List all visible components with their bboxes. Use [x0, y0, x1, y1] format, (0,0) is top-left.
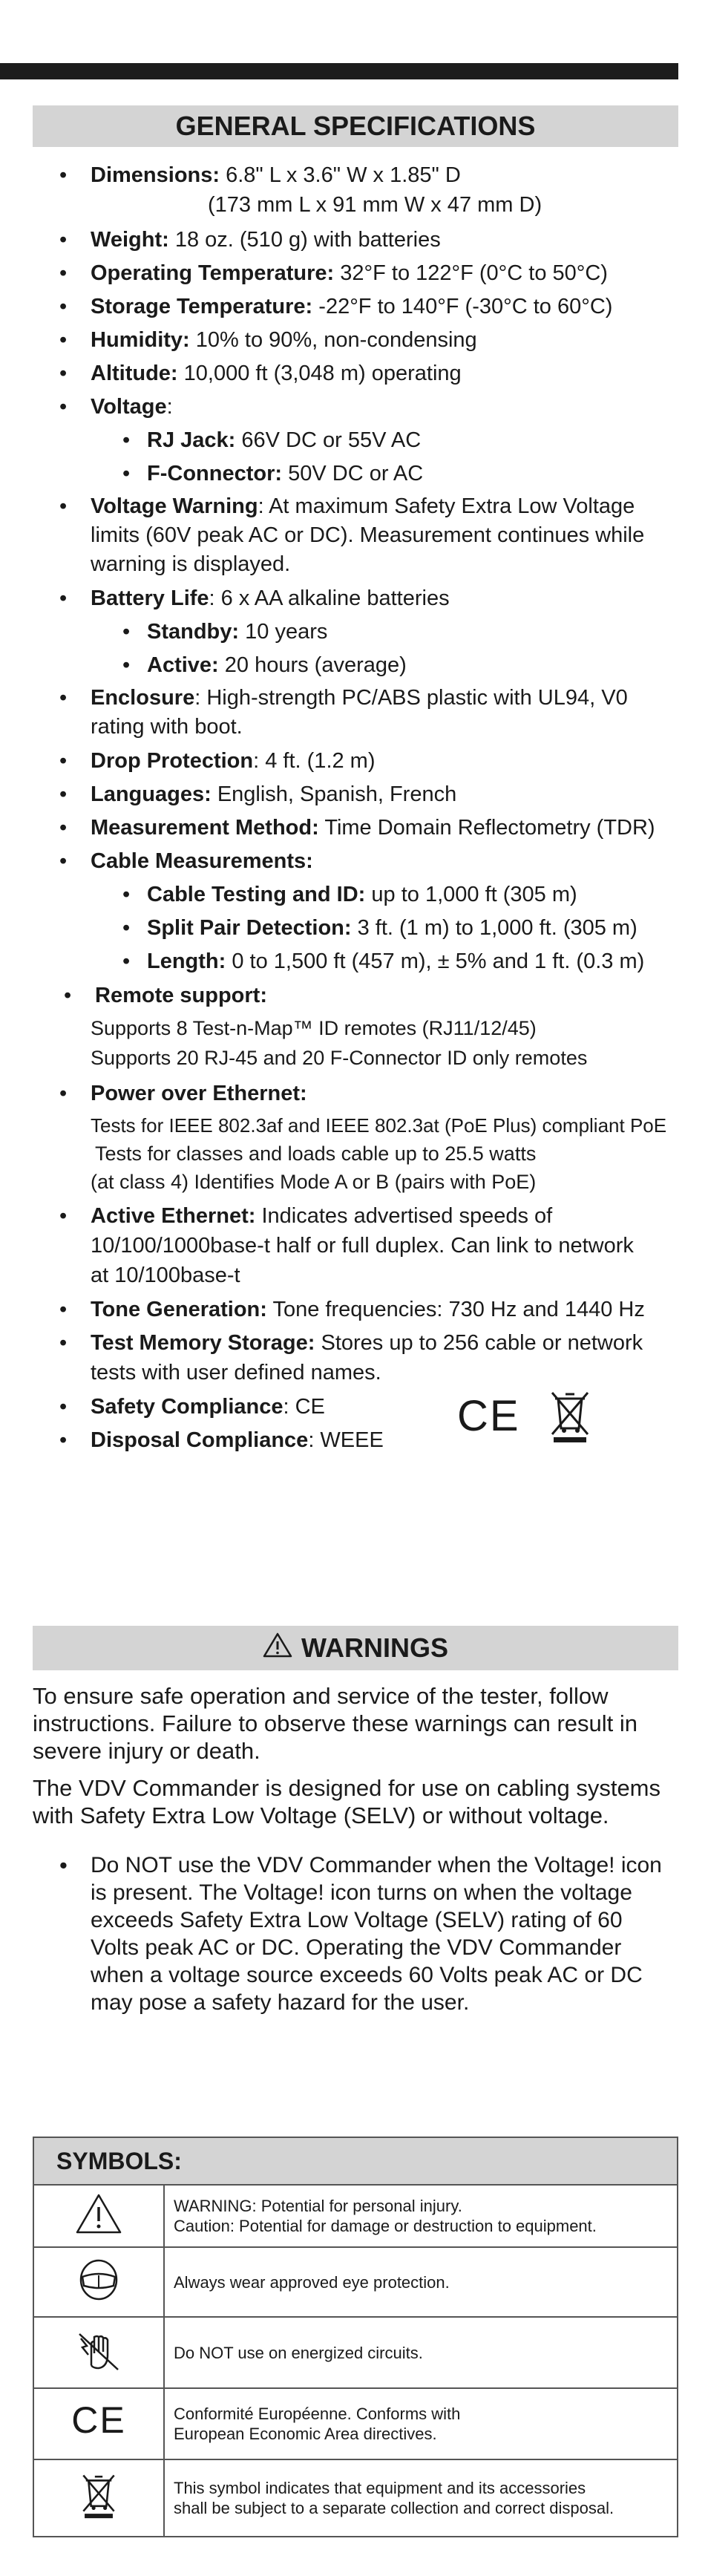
spec-value: 20 hours (average): [224, 653, 407, 677]
spec-value: 66V DC or 55V AC: [241, 428, 422, 452]
weee-bin-icon: [548, 1390, 592, 1443]
spec-label: Battery Life: [91, 586, 209, 610]
spec-value: up to 1,000 ft (305 m): [371, 883, 577, 906]
spec-label: Cable Measurements:: [91, 849, 313, 873]
spec-label: Drop Protection: [91, 749, 254, 773]
spec-label: Operating Temperature:: [91, 261, 335, 285]
symbol-description: Do NOT use on energized circuits.: [164, 2317, 678, 2388]
spec-label: Dimensions:: [91, 163, 220, 187]
spec-value: 6.8" L x 3.6" W x 1.85" D: [226, 163, 461, 187]
symbol-description: Always wear approved eye protection.: [164, 2247, 678, 2317]
spec-value: 10,000 ft (3,048 m) operating: [183, 362, 462, 385]
ce-mark-icon: CE: [457, 1392, 520, 1440]
symbol-description: Conformité Européenne. Conforms with European Economic Area directives.: [164, 2388, 678, 2459]
spec-value: English, Spanish, French: [217, 782, 457, 806]
symbols-table: [33, 2137, 678, 2537]
spec-label: Altitude:: [91, 362, 178, 385]
warnings-intro: To ensure safe operation and service of the tester, follow instructions. Failure to observe these warnings can result in severe injury or death.: [33, 1683, 638, 1764]
warning-triangle-icon: [33, 2185, 164, 2247]
table-row: [33, 2185, 678, 2247]
spec-label: Humidity:: [91, 328, 190, 352]
warning-triangle-icon: [263, 1632, 292, 1664]
spec-poe-line1: Tests for IEEE 802.3af and IEEE 802.3at (PoE Plus) compliant PoE: [91, 1114, 667, 1137]
spec-value: : 4 ft. (1.2 m): [253, 749, 376, 773]
spec-label: Languages:: [91, 782, 212, 806]
spec-value: : WEEE: [308, 1428, 384, 1452]
spec-value: -22°F to 140°F (-30°C to 60°C): [318, 295, 613, 318]
spec-label: Voltage: [91, 395, 167, 419]
spec-value: : 6 x AA alkaline batteries: [209, 586, 450, 610]
spec-value: 18 oz. (510 g) with batteries: [174, 228, 441, 252]
spec-label: Standby:: [147, 620, 240, 644]
spec-label: Enclosure: [91, 686, 195, 710]
spec-value: : High-strength PC/ABS plastic with UL94, V0: [194, 686, 628, 710]
spec-value: 32°F to 122°F (0°C to 50°C): [340, 261, 608, 285]
spec-value: Time Domain Reflectometry (TDR): [324, 816, 655, 840]
table-row: [33, 2388, 678, 2459]
spec-test-memory-line2: tests with user defined names.: [91, 1361, 381, 1385]
table-row: [33, 2317, 678, 2388]
spec-label: Tone Generation:: [91, 1298, 267, 1321]
warnings-title: WARNINGS: [301, 1632, 448, 1663]
spec-value: 50V DC or AC: [288, 462, 424, 486]
spec-value: : CE: [283, 1395, 325, 1419]
spec-label: F-Connector:: [147, 462, 283, 486]
spec-label: Disposal Compliance: [91, 1428, 309, 1452]
spec-value: Stores up to 256 cable or network: [321, 1331, 643, 1355]
spec-value: :: [166, 395, 173, 419]
spec-label: Length:: [147, 949, 226, 973]
spec-remote-line2: Supports 20 RJ-45 and 20 F-Connector ID only remotes: [91, 1047, 588, 1069]
spec-label: Measurement Method:: [91, 816, 319, 840]
warnings-bullet-text: Do NOT use the VDV Commander when the Voltage! icon is present. The Voltage! icon turns on when the voltage exceeds Safety Extra Low Voltage (SELV) rating of 60 Volts peak AC or DC. Operating the VDV Commander when a voltage source exceeds 60 Volts peak AC or DC may pose a safety hazard for the user.: [91, 1853, 662, 2015]
top-rule: [0, 63, 678, 79]
spec-label: Test Memory Storage:: [91, 1331, 315, 1355]
general-specs-title: GENERAL SPECIFICATIONS: [175, 111, 536, 141]
spec-label: RJ Jack:: [147, 428, 236, 452]
symbol-description: This symbol indicates that equipment and its accessories shall be subject to a separate collection and correct disposal.: [164, 2459, 678, 2537]
spec-value: : At maximum Safety Extra Low Voltage: [258, 494, 635, 518]
spec-active-ethernet-line3: at 10/100base-t: [91, 1264, 240, 1287]
spec-value: 3 ft. (1 m) to 1,000 ft. (305 m): [357, 916, 637, 940]
spec-value: 10% to 90%, non-condensing: [195, 328, 477, 352]
table-row: [33, 2247, 678, 2317]
symbol-description: WARNING: Potential for personal injury. Caution: Potential for damage or destruction to equipment.: [164, 2185, 678, 2247]
spec-label: Power over Ethernet:: [91, 1082, 307, 1105]
spec-enclosure-line2: rating with boot.: [91, 715, 243, 739]
spec-label: Safety Compliance: [91, 1395, 283, 1419]
spec-label: Storage Temperature:: [91, 295, 313, 318]
spec-label: Remote support:: [95, 984, 267, 1007]
ce-mark-icon: CE: [71, 2399, 126, 2441]
spec-value: 0 to 1,500 ft (457 m), ± 5% and 1 ft. (0.3 m): [232, 949, 645, 973]
spec-label: Weight:: [91, 228, 169, 252]
spec-voltage-warning-line2: limits (60V peak AC or DC). Measurement continues while: [91, 523, 645, 547]
symbols-title: SYMBOLS:: [33, 2137, 678, 2185]
spec-label: Active Ethernet:: [91, 1204, 256, 1228]
spec-value: Indicates advertised speeds of: [261, 1204, 553, 1228]
spec-active-ethernet-line2: 10/100/1000base-t half or full duplex. Can link to network: [91, 1234, 634, 1258]
eye-protection-icon: [33, 2247, 164, 2317]
spec-poe-line3: (at class 4) Identifies Mode A or B (pairs with PoE): [91, 1171, 537, 1193]
warnings-heading: [33, 1626, 678, 1670]
spec-value: 10 years: [245, 620, 328, 644]
spec-poe-line2: Tests for classes and loads cable up to 25.5 watts: [95, 1142, 537, 1165]
spec-label: Cable Testing and ID:: [147, 883, 366, 906]
no-energized-circuits-icon: [33, 2317, 164, 2388]
spec-voltage-warning-line3: warning is displayed.: [91, 552, 291, 576]
spec-remote-line1: Supports 8 Test-n-Map™ ID remotes (RJ11/12/45): [91, 1017, 537, 1039]
table-row: [33, 2459, 678, 2537]
spec-label: Voltage Warning: [91, 494, 258, 518]
weee-bin-icon: [33, 2459, 164, 2537]
spec-label: Active:: [147, 653, 219, 677]
general-specs-heading: [33, 105, 678, 147]
warnings-selv-note: The VDV Commander is designed for use on cabling systems with Safety Extra Low Voltage (SELV) or without voltage.: [33, 1775, 661, 1828]
spec-label: Split Pair Detection:: [147, 916, 352, 940]
spec-dimensions-metric: (173 mm L x 91 mm W x 47 mm D): [208, 193, 543, 217]
spec-value: Tone frequencies: 730 Hz and 1440 Hz: [272, 1298, 645, 1321]
